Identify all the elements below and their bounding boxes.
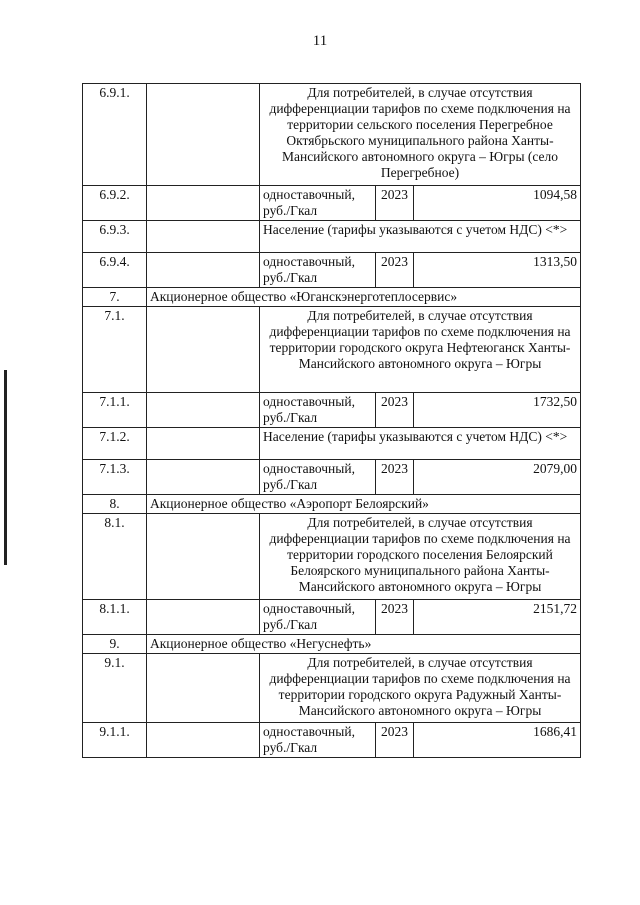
table-row — [83, 221, 581, 253]
table-row — [83, 186, 581, 221]
table-row — [83, 460, 581, 495]
row-number: 9.1.1. — [83, 723, 147, 758]
table-row — [83, 514, 581, 600]
tariff-year: 2023 — [376, 460, 414, 495]
row-number: 7. — [83, 288, 147, 307]
tariff-unit: одноставочный, руб./Гкал — [260, 253, 376, 288]
table-row — [83, 307, 581, 393]
empty-cell — [147, 600, 260, 635]
tariff-unit: одноставочный, руб./Гкал — [260, 460, 376, 495]
tariff-value: 2151,72 — [414, 600, 581, 635]
tariff-year: 2023 — [376, 393, 414, 428]
empty-cell — [147, 654, 260, 723]
row-number: 6.9.2. — [83, 186, 147, 221]
organization-name: Акционерное общество «Негуснефть» — [147, 635, 581, 654]
table-row — [83, 253, 581, 288]
tariff-value: 1732,50 — [414, 393, 581, 428]
row-number: 8.1.1. — [83, 600, 147, 635]
row-number: 6.9.4. — [83, 253, 147, 288]
tariff-year: 2023 — [376, 253, 414, 288]
table-row — [83, 428, 581, 460]
row-number: 6.9.1. — [83, 84, 147, 186]
tariff-table-body — [83, 84, 581, 758]
tariff-unit: одноставочный, руб./Гкал — [260, 723, 376, 758]
table-row — [83, 495, 581, 514]
row-number: 7.1.2. — [83, 428, 147, 460]
row-number: 7.1.3. — [83, 460, 147, 495]
tariff-unit: одноставочный, руб./Гкал — [260, 186, 376, 221]
empty-cell — [147, 253, 260, 288]
consumer-group-description: Для потребителей, в случае отсутствия дифференциации тарифов по схеме подключения на территории городского округа Нефтеюганск Ханты-Мансийского автономного округа – Югры — [260, 307, 581, 393]
empty-cell — [147, 84, 260, 186]
row-number: 8.1. — [83, 514, 147, 600]
population-note: Население (тарифы указываются с учетом НДС) <*> — [260, 221, 581, 253]
tariff-value: 1313,50 — [414, 253, 581, 288]
consumer-group-description: Для потребителей, в случае отсутствия дифференциации тарифов по схеме подключения на территории городского поселения Белоярский Белоярского муниципального района Ханты-Мансийского автономного округа – Югры — [260, 514, 581, 600]
empty-cell — [147, 428, 260, 460]
table-row — [83, 635, 581, 654]
population-note: Население (тарифы указываются с учетом НДС) <*> — [260, 428, 581, 460]
table-row — [83, 654, 581, 723]
table-row — [83, 84, 581, 186]
organization-name: Акционерное общество «Аэропорт Белоярский» — [147, 495, 581, 514]
scan-edge-mark — [4, 370, 7, 565]
tariff-value: 1094,58 — [414, 186, 581, 221]
tariff-table — [82, 83, 581, 758]
tariff-value: 2079,00 — [414, 460, 581, 495]
row-number: 9.1. — [83, 654, 147, 723]
consumer-group-description: Для потребителей, в случае отсутствия дифференциации тарифов по схеме подключения на территории городского округа Радужный Ханты-Мансийского автономного округа – Югры — [260, 654, 581, 723]
row-number: 6.9.3. — [83, 221, 147, 253]
empty-cell — [147, 307, 260, 393]
empty-cell — [147, 514, 260, 600]
empty-cell — [147, 221, 260, 253]
page-number: 11 — [312, 33, 328, 49]
table-row — [83, 723, 581, 758]
empty-cell — [147, 186, 260, 221]
row-number: 8. — [83, 495, 147, 514]
organization-name: Акционерное общество «Юганскэнерготеплосервис» — [147, 288, 581, 307]
empty-cell — [147, 460, 260, 495]
consumer-group-description: Для потребителей, в случае отсутствия дифференциации тарифов по схеме подключения на территории сельского поселения Перегребное Октябрьского муниципального района Ханты-Мансийского автономного округа – Югры (село Перегребное) — [260, 84, 581, 186]
tariff-unit: одноставочный, руб./Гкал — [260, 600, 376, 635]
tariff-year: 2023 — [376, 186, 414, 221]
table-row — [83, 600, 581, 635]
table-row — [83, 288, 581, 307]
row-number: 7.1. — [83, 307, 147, 393]
table-row — [83, 393, 581, 428]
tariff-year: 2023 — [376, 723, 414, 758]
row-number: 7.1.1. — [83, 393, 147, 428]
tariff-unit: одноставочный, руб./Гкал — [260, 393, 376, 428]
empty-cell — [147, 723, 260, 758]
tariff-value: 1686,41 — [414, 723, 581, 758]
row-number: 9. — [83, 635, 147, 654]
empty-cell — [147, 393, 260, 428]
tariff-year: 2023 — [376, 600, 414, 635]
